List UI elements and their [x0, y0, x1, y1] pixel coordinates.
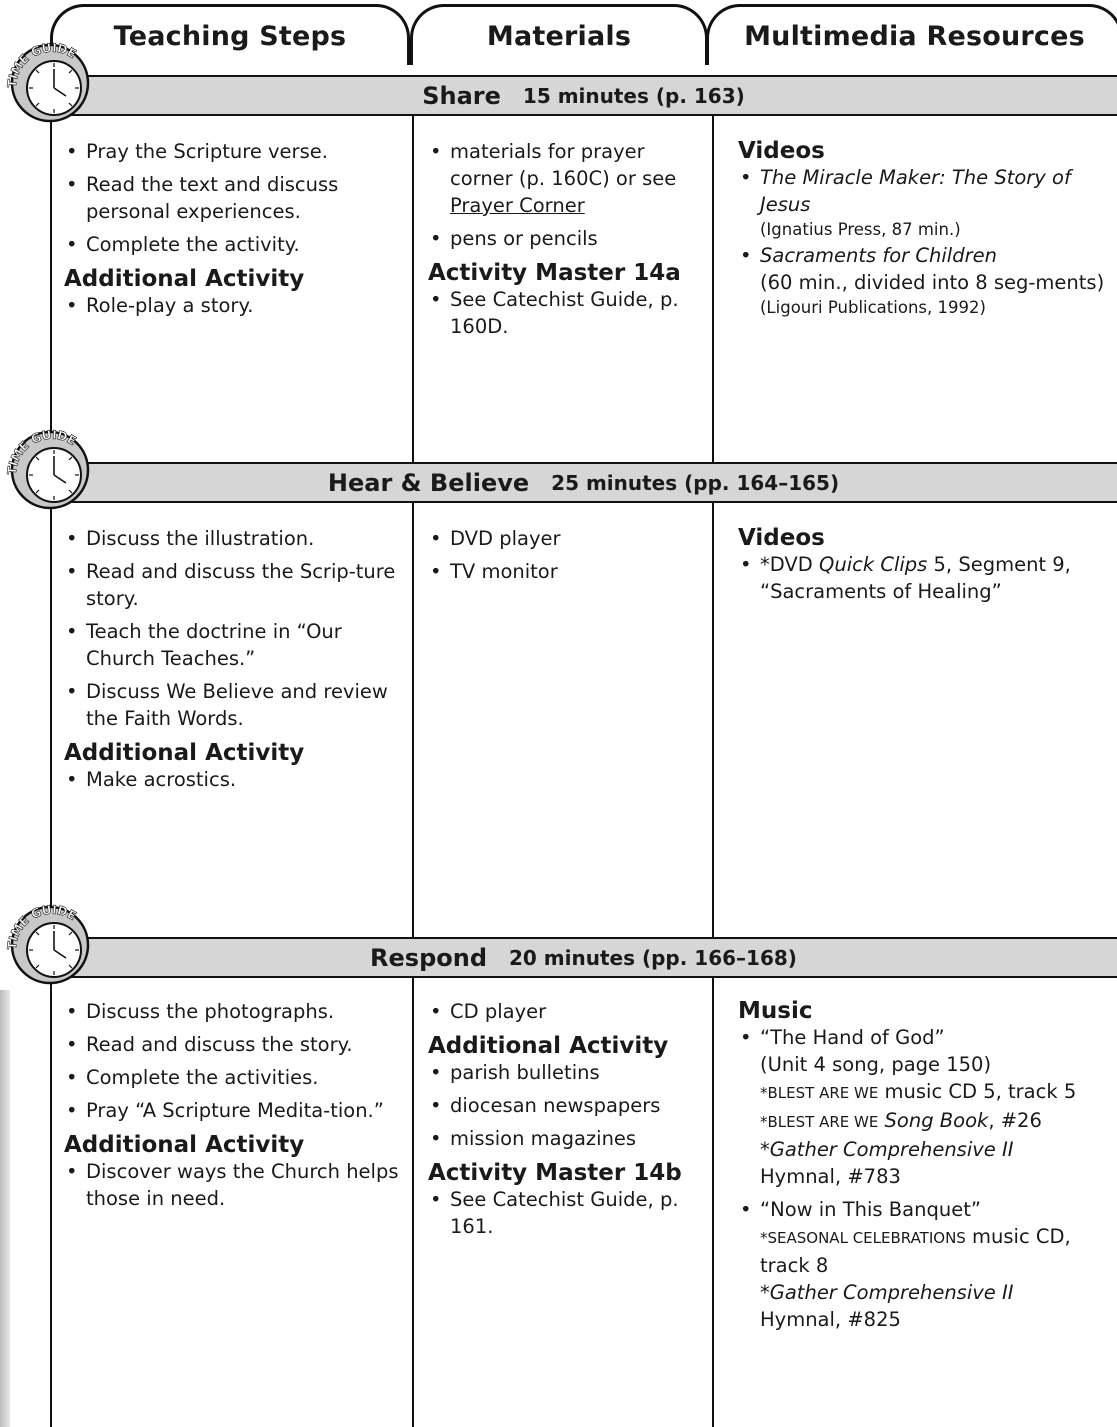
- product-name: *SEASONAL CELEBRATIONS: [760, 1229, 966, 1247]
- additional-item: • Role-play a story.: [64, 292, 404, 319]
- hear-believe-multimedia: [738, 525, 1116, 611]
- additional-activity-heading: Additional Activity: [428, 1033, 669, 1059]
- video-note: (Ligouri Publications, 1992): [760, 298, 986, 317]
- section-time: 25 minutes (pp. 164–165): [551, 470, 840, 495]
- step-item: • Read and discuss the story.: [64, 1031, 404, 1058]
- video-desc: (60 min., divided into 8 seg-ments): [760, 271, 1105, 294]
- song-title: • “The Hand of God”: [760, 1026, 945, 1049]
- additional-item: • Discover ways the Church helps those in need.: [64, 1158, 404, 1212]
- video-title: Quick Clips: [818, 553, 928, 576]
- share-materials: [428, 138, 710, 346]
- time-guide-label: TIME GUIDE: [4, 902, 79, 951]
- step-item: • Pray the Scripture verse.: [64, 138, 404, 165]
- material-item: • See Catechist Guide, p. 161.: [428, 1186, 710, 1240]
- video-item: [738, 164, 1116, 242]
- material-item: • parish bulletins: [428, 1059, 710, 1086]
- videos-heading: Videos: [738, 525, 825, 551]
- video-detail: 5, Segment 9, “Sacraments of Healing”: [760, 553, 1071, 603]
- step-item: • Discuss We Believe and review the Faith Words.: [64, 678, 404, 732]
- time-guide-label: TIME GUIDE: [4, 427, 79, 476]
- activity-master-heading: Activity Master 14a: [428, 260, 681, 286]
- video-item: [738, 242, 1116, 320]
- material-text: materials for prayer corner (p. 160C) or see: [450, 140, 677, 190]
- song-line: Hymnal, #783: [760, 1165, 901, 1188]
- step-item: • Complete the activity.: [64, 231, 404, 258]
- activity-master-heading: Activity Master 14b: [428, 1160, 682, 1186]
- additional-activity-heading: Additional Activity: [64, 1132, 305, 1158]
- song-line: Hymnal, #825: [760, 1308, 901, 1331]
- song-detail: music CD 5, track 5: [884, 1080, 1077, 1103]
- song-line: [760, 1223, 1116, 1279]
- song-detail: music CD, track 8: [760, 1225, 1071, 1277]
- step-item: • Pray “A Scripture Medita-tion.”: [64, 1097, 404, 1124]
- material-item: • DVD player: [428, 525, 710, 552]
- video-note: (Ignatius Press, 87 min.): [760, 220, 961, 239]
- time-guide-clock-icon: [2, 423, 98, 513]
- section-band-respond: [50, 937, 1117, 978]
- step-item: • Read the text and discuss personal experiences.: [64, 171, 404, 225]
- prayer-corner-link[interactable]: Prayer Corner: [450, 194, 585, 217]
- additional-item: • Make acrostics.: [64, 766, 404, 793]
- section-time: 20 minutes (pp. 166–168): [509, 945, 797, 970]
- video-prefix: *DVD: [760, 553, 813, 576]
- step-item: • Teach the doctrine in “Our Church Teaches.”: [64, 618, 404, 672]
- left-border: [50, 110, 52, 1427]
- time-guide-clock-icon: [2, 36, 98, 126]
- material-item: [428, 138, 710, 219]
- time-guide-clock-icon: [2, 898, 98, 988]
- section-name: Respond: [370, 943, 488, 972]
- step-item: • Complete the activities.: [64, 1064, 404, 1091]
- section-time: 15 minutes (p. 163): [522, 83, 745, 108]
- divider-1: [412, 112, 414, 1427]
- song-line: [760, 1107, 1116, 1136]
- section-name: Share: [422, 81, 501, 110]
- header-teaching-steps: Teaching Steps: [50, 4, 410, 65]
- videos-heading: Videos: [738, 138, 825, 164]
- material-item: • pens or pencils: [428, 225, 710, 252]
- step-item: • Discuss the illustration.: [64, 525, 404, 552]
- material-item: • diocesan newspapers: [428, 1092, 710, 1119]
- product-name: *BLEST ARE WE: [760, 1084, 879, 1102]
- header-multimedia-resources: Multimedia Resources: [706, 4, 1117, 65]
- respond-multimedia: [738, 998, 1116, 1339]
- hymnal-title: *Gather Comprehensive II: [760, 1138, 1014, 1161]
- song-detail: , #26: [988, 1109, 1042, 1132]
- share-multimedia: [738, 138, 1116, 326]
- header-materials: Materials: [410, 4, 708, 65]
- section-name: Hear & Believe: [327, 468, 530, 497]
- music-heading: Music: [738, 998, 813, 1024]
- additional-activity-heading: Additional Activity: [64, 266, 305, 292]
- song-item: [738, 1024, 1116, 1190]
- video-item: [738, 551, 1116, 605]
- material-item: • CD player: [428, 998, 710, 1025]
- material-item: • See Catechist Guide, p. 160D.: [428, 286, 710, 340]
- hymnal-title: *Gather Comprehensive II: [760, 1281, 1014, 1304]
- additional-activity-heading: Additional Activity: [64, 740, 305, 766]
- song-line: (Unit 4 song, page 150): [760, 1053, 992, 1076]
- song-title: • “Now in This Banquet”: [760, 1198, 981, 1221]
- product-name: *BLEST ARE WE: [760, 1113, 879, 1131]
- time-guide-label: TIME GUIDE: [4, 40, 79, 89]
- video-title: • The Miracle Maker: The Story of Jesus: [760, 166, 1071, 216]
- video-title: • Sacraments for Children: [760, 244, 997, 267]
- share-teaching-steps: [64, 138, 404, 325]
- song-item: [738, 1196, 1116, 1333]
- divider-2: [712, 112, 714, 1427]
- respond-materials: [428, 998, 710, 1246]
- section-band-share: [50, 75, 1117, 116]
- hear-believe-teaching-steps: [64, 525, 404, 799]
- hear-believe-materials: [428, 525, 710, 591]
- book-title: Song Book: [884, 1109, 989, 1132]
- material-item: • mission magazines: [428, 1125, 710, 1152]
- step-item: • Read and discuss the Scrip-ture story.: [64, 558, 404, 612]
- material-item: • TV monitor: [428, 558, 710, 585]
- song-line: [760, 1078, 1116, 1107]
- section-band-hear-believe: [50, 462, 1117, 503]
- step-item: • Discuss the photographs.: [64, 998, 404, 1025]
- respond-teaching-steps: [64, 998, 404, 1218]
- page-edge-shadow: [0, 990, 10, 1427]
